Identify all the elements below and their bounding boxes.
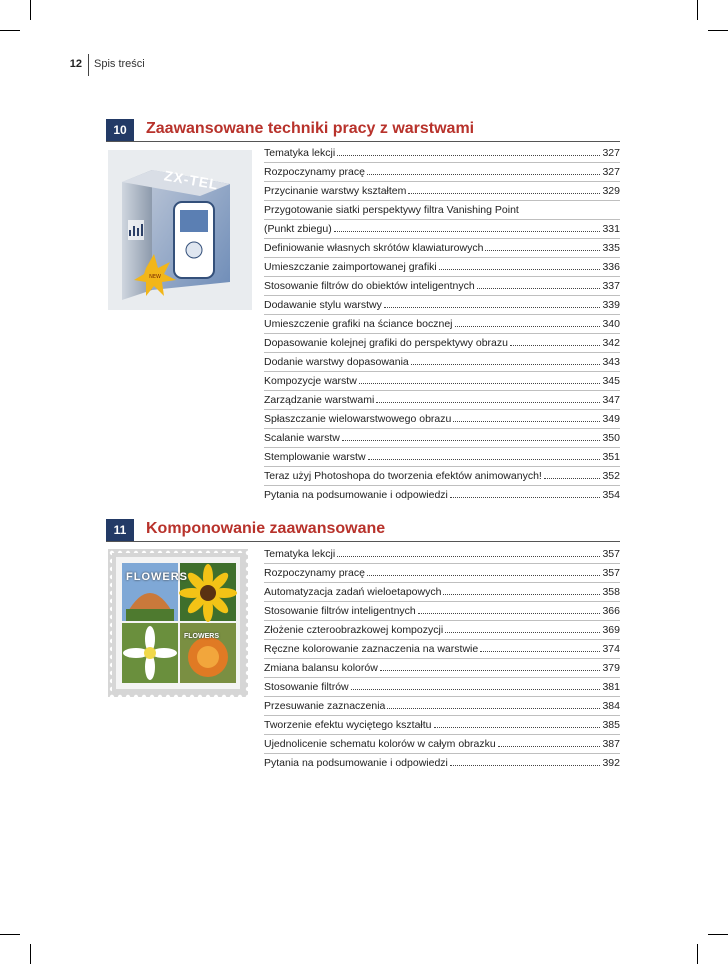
toc-entry-title: Stosowanie filtrów do obiektów inteligentnych (264, 280, 475, 292)
toc-entry-title: Stosowanie filtrów (264, 681, 349, 693)
toc-row-separator (264, 219, 620, 220)
toc-entry[interactable] (264, 372, 620, 391)
toc-entry-title: Dopasowanie kolejnej grafiki do perspektywy obrazu (264, 337, 508, 349)
dot-leader (380, 670, 601, 671)
toc-row-separator (264, 485, 620, 486)
toc-entry-title: Teraz użyj Photoshopa do tworzenia efektów animowanych! (264, 470, 542, 482)
toc-entry-page: 343 (602, 356, 620, 368)
toc-entry-title: Tematyka lekcji (264, 548, 336, 560)
chapter-number-badge: 10 (106, 119, 134, 141)
dot-leader (337, 155, 600, 156)
toc-entry-page: 379 (602, 662, 620, 674)
toc-entry[interactable] (264, 182, 620, 201)
toc-entry[interactable] (264, 448, 620, 467)
toc-entry[interactable] (264, 678, 620, 697)
toc-entry[interactable] (264, 239, 620, 258)
dot-leader (450, 765, 601, 766)
toc-entry-page: 350 (602, 432, 620, 444)
dot-leader (367, 174, 601, 175)
crop-mark-top-right (697, 0, 698, 20)
toc-entry[interactable] (264, 429, 620, 448)
toc-entry[interactable] (264, 334, 620, 353)
dot-leader (434, 727, 601, 728)
toc-entry[interactable] (264, 754, 620, 773)
toc-entry[interactable] (264, 486, 620, 505)
toc-entry-page: 329 (602, 185, 620, 197)
toc-entry-page: 354 (602, 489, 620, 501)
toc-entry-page: 384 (602, 700, 620, 712)
toc-entry-page: 331 (602, 223, 620, 235)
toc-entry-page: 374 (602, 643, 620, 655)
toc-entry-page: 385 (602, 719, 620, 731)
toc-entry-title: Scalanie warstw (264, 432, 340, 444)
toc-entry-page: 352 (602, 470, 620, 482)
toc-row-separator (264, 276, 620, 277)
crop-mark-top-right-h (708, 30, 728, 31)
toc-entry-page: 357 (602, 548, 620, 560)
toc-entry-title: Tworzenie efektu wyciętego kształtu (264, 719, 432, 731)
dot-leader (351, 689, 601, 690)
chapter-11-toc (264, 545, 620, 773)
toc-row-separator (264, 658, 620, 659)
toc-entry-page: 340 (602, 318, 620, 330)
chapter-rule (106, 141, 620, 142)
dot-leader (359, 383, 601, 384)
toc-entry-title: Zarządzanie warstwami (264, 394, 375, 406)
toc-entry-page: 345 (602, 375, 620, 387)
toc-entry-title: Rozpoczynamy pracę (264, 567, 365, 579)
crop-mark-top-left (30, 0, 31, 20)
toc-entry-page: 327 (602, 166, 620, 178)
dot-leader (485, 250, 600, 251)
crop-mark-bottom-right (697, 944, 698, 964)
toc-entry-title-continued: (Punkt zbiegu) (264, 223, 332, 235)
toc-entry-title: Tematyka lekcji (264, 147, 336, 159)
dot-leader (480, 651, 600, 652)
toc-entry-title: Przycinanie warstwy kształtem (264, 185, 407, 197)
toc-row-separator (264, 238, 620, 239)
toc-entry-page: 327 (602, 147, 620, 159)
svg-text:NEW: NEW (149, 274, 161, 280)
crop-mark-bottom-left (30, 944, 31, 964)
toc-row-separator (264, 466, 620, 467)
chapter-10-toc (264, 144, 620, 505)
toc-entry-page: 381 (602, 681, 620, 693)
toc-row-separator (264, 428, 620, 429)
product-box-image (108, 150, 252, 310)
dot-leader (384, 307, 601, 308)
toc-row-separator (264, 352, 620, 353)
toc-row-separator (264, 181, 620, 182)
chapter-title: Zaawansowane techniki pracy z warstwami (146, 120, 475, 137)
toc-entry-title: Zmiana balansu kolorów (264, 662, 378, 674)
toc-entry-title: Przesuwanie zaznaczenia (264, 700, 386, 712)
toc-row-separator (264, 696, 620, 697)
toc-entry[interactable] (264, 697, 620, 716)
crop-mark-bottom-right-h (708, 934, 728, 935)
dot-leader (337, 556, 600, 557)
toc-entry[interactable] (264, 201, 620, 239)
flower-stamp-image (108, 549, 248, 697)
toc-entry[interactable] (264, 602, 620, 621)
dot-leader (445, 632, 600, 633)
toc-entry-title: Spłaszczanie wielowarstwowego obrazu (264, 413, 452, 425)
toc-entry-title: Stemplowanie warstw (264, 451, 366, 463)
toc-row-separator (264, 620, 620, 621)
toc-row-separator (264, 409, 620, 410)
toc-entry-title: Ujednolicenie schematu kolorów w całym obrazku (264, 738, 496, 750)
dot-leader (342, 440, 601, 441)
toc-row-separator (264, 639, 620, 640)
toc-entry-title: Automatyzacja zadań wieloetapowych (264, 586, 442, 598)
toc-entry-page: 347 (602, 394, 620, 406)
toc-entry[interactable] (264, 296, 620, 315)
stamp-label-top: FLOWERS (126, 571, 188, 583)
toc-entry[interactable] (264, 467, 620, 486)
toc-entry-title: Ręczne kolorowanie zaznaczenia na warstwie (264, 643, 479, 655)
toc-entry-page: 349 (602, 413, 620, 425)
header-title: Spis treści (94, 58, 145, 70)
chapter-number-badge: 11 (106, 519, 134, 541)
chapter-11-heading (106, 519, 620, 541)
toc-row-separator (264, 333, 620, 334)
toc-entry[interactable] (264, 640, 620, 659)
toc-entry[interactable] (264, 163, 620, 182)
toc-entry[interactable] (264, 735, 620, 754)
dot-leader (443, 594, 600, 595)
toc-entry[interactable] (264, 564, 620, 583)
toc-entry-page: 366 (602, 605, 620, 617)
page-number: 12 (69, 58, 82, 70)
dot-leader (408, 193, 600, 194)
dot-leader (453, 421, 600, 422)
dot-leader (498, 746, 601, 747)
toc-entry-title: Rozpoczynamy pracę (264, 166, 365, 178)
toc-entry-title: Kompozycje warstw (264, 375, 357, 387)
dot-leader (510, 345, 601, 346)
toc-entry-page: 337 (602, 280, 620, 292)
toc-row-separator (264, 200, 620, 201)
dot-leader (334, 231, 601, 232)
toc-entry-page: 387 (602, 738, 620, 750)
product-box-logo-text: ZX-TEL (163, 167, 220, 193)
dot-leader (418, 613, 601, 614)
chapter-rule (106, 541, 620, 542)
toc-row-separator (264, 715, 620, 716)
dot-leader (450, 497, 601, 498)
toc-row-separator (264, 314, 620, 315)
dot-leader (439, 269, 601, 270)
toc-row-separator (264, 753, 620, 754)
crop-mark-top-left-h (0, 30, 20, 31)
toc-entry-title: Złożenie czteroobrazkowej kompozycji (264, 624, 444, 636)
toc-row-separator (264, 295, 620, 296)
crop-mark-bottom-left-h (0, 934, 20, 935)
toc-entry[interactable] (264, 621, 620, 640)
toc-entry[interactable] (264, 353, 620, 372)
toc-entry-page: 336 (602, 261, 620, 273)
dot-leader (477, 288, 601, 289)
toc-entry-page: 392 (602, 757, 620, 769)
dot-leader (455, 326, 601, 327)
toc-entry-title: Umieszczenie grafiki na ściance bocznej (264, 318, 453, 330)
dot-leader (387, 708, 600, 709)
dot-leader (544, 478, 601, 479)
toc-entry-page: 357 (602, 567, 620, 579)
toc-entry-page: 342 (602, 337, 620, 349)
dot-leader (376, 402, 600, 403)
toc-entry-title: Pytania na podsumowanie i odpowiedzi (264, 489, 448, 501)
dot-leader (367, 575, 601, 576)
toc-entry-title: Pytania na podsumowanie i odpowiedzi (264, 757, 448, 769)
toc-row-separator (264, 582, 620, 583)
toc-row-separator (264, 677, 620, 678)
toc-row-separator (264, 257, 620, 258)
chapter-title: Komponowanie zaawansowane (146, 520, 386, 537)
toc-row-separator (264, 371, 620, 372)
toc-entry[interactable] (264, 659, 620, 678)
toc-entry[interactable] (264, 583, 620, 602)
toc-entry-title: Dodanie warstwy dopasowania (264, 356, 409, 368)
toc-entry-title: Przygotowanie siatki perspektywy filtra Vanishing Point (264, 204, 519, 216)
stamp-label-bottom: FLOWERS (184, 633, 219, 640)
toc-entry-title: Umieszczanie zaimportowanej grafiki (264, 261, 437, 273)
toc-entry-page: 369 (602, 624, 620, 636)
toc-entry[interactable] (264, 545, 620, 564)
toc-entry[interactable] (264, 277, 620, 296)
toc-row-separator (264, 162, 620, 163)
toc-entry-page: 339 (602, 299, 620, 311)
toc-entry-title: Stosowanie filtrów inteligentnych (264, 605, 416, 617)
toc-row-separator (264, 390, 620, 391)
toc-entry-page: 351 (602, 451, 620, 463)
toc-row-separator (264, 447, 620, 448)
dot-leader (411, 364, 601, 365)
toc-entry[interactable] (264, 410, 620, 429)
toc-row-separator (264, 601, 620, 602)
toc-entry[interactable] (264, 716, 620, 735)
toc-entry[interactable] (264, 144, 620, 163)
chapter-10-heading (106, 119, 620, 141)
toc-row-separator (264, 563, 620, 564)
dot-leader (368, 459, 601, 460)
toc-entry-page: 358 (602, 586, 620, 598)
header-divider (88, 54, 89, 76)
toc-entry[interactable] (264, 258, 620, 277)
toc-entry[interactable] (264, 391, 620, 410)
toc-entry[interactable] (264, 315, 620, 334)
toc-entry-title: Dodawanie stylu warstwy (264, 299, 382, 311)
toc-row-separator (264, 734, 620, 735)
toc-entry-title: Definiowanie własnych skrótów klawiaturowych (264, 242, 484, 254)
toc-entry-page: 335 (602, 242, 620, 254)
